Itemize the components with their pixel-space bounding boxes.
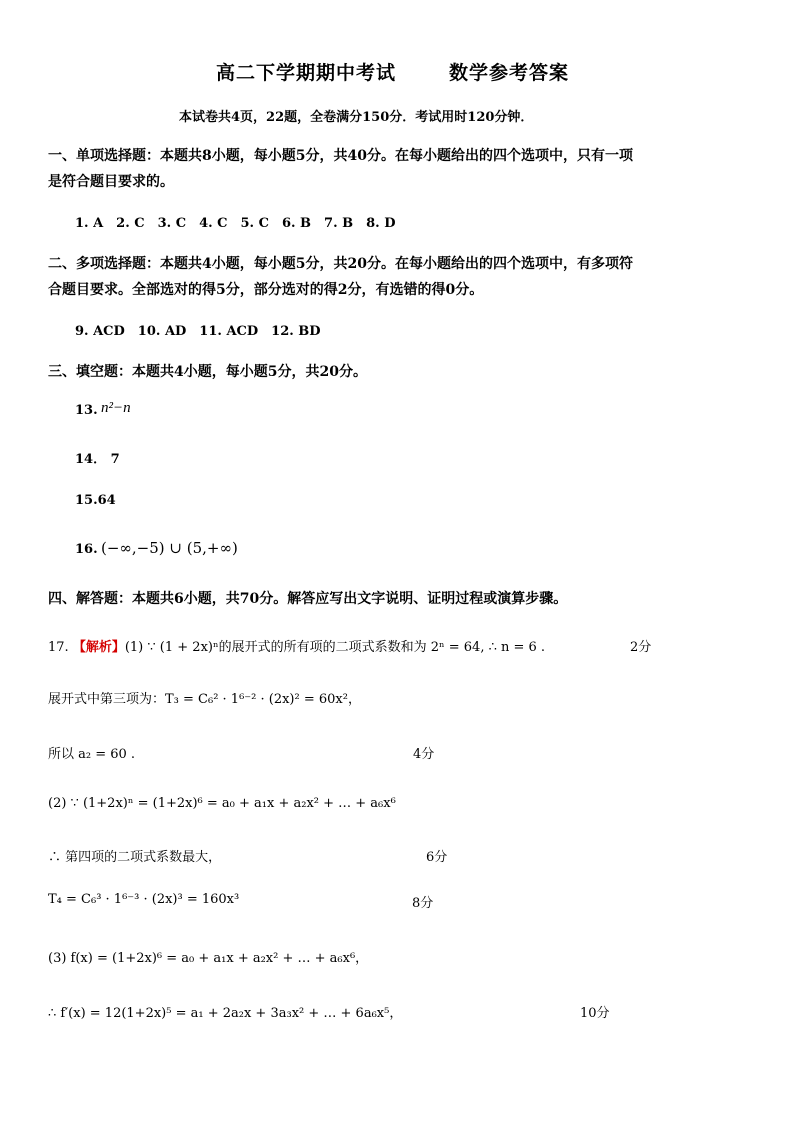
q17-line2: 展开式中第三项为：T₃ = C₆² · 1⁶⁻² · (2x)² = 60x²，	[48, 692, 361, 707]
q14-answer: 14． 7	[75, 452, 120, 467]
q16-answer: (−∞,−5) ∪ (5,+∞)	[101, 539, 238, 557]
q17-line4: (2) ∵ (1+2x)ⁿ = (1+2x)⁶ = a₀ + a₁x + a₂x² + … + a₆x⁶	[48, 796, 396, 811]
q13-answer: n²−n	[101, 400, 131, 416]
q17-number: 17.	[48, 640, 69, 655]
q17-line6: T₄ = C₆³ · 1⁶⁻³ · (2x)³ = 160x³	[48, 892, 240, 907]
page-title-left: 高二下学期期中考试	[216, 62, 397, 84]
q17-line5: ∴ 第四项的二项式系数最大，	[48, 850, 222, 865]
q17-tag: 【解析】	[72, 640, 125, 655]
q17-line5-score: 6分	[426, 850, 448, 865]
section3-heading: 三、填空题：本题共4小题，每小题5分，共20分。	[48, 364, 367, 380]
section1-heading-line2: 是符合题目要求的。	[48, 174, 174, 190]
page-subtitle: 本试卷共4页，22题，全卷满分150分．考试用时120分钟．	[179, 110, 534, 125]
q17-line1	[48, 636, 545, 655]
q17-line1-score: 2分	[630, 640, 652, 655]
q17-line8: ∴ f′(x) = 12(1+2x)⁵ = a₁ + 2a₂x + 3a₃x² + … + 6a₆x⁵，	[48, 1006, 403, 1021]
page-title-right: 数学参考答案	[449, 62, 570, 84]
q17-line3-score: 4分	[413, 747, 435, 762]
section2-answers: 9. ACD 10. AD 11. ACD 12. BD	[75, 324, 321, 339]
section4-heading: 四、解答题：本题共6小题，共70分。解答应写出文字说明、证明过程或演算步骤。	[48, 591, 568, 607]
section1-heading-line1: 一、单项选择题：本题共8小题，每小题5分，共40分。在每小题给出的四个选项中，只有一项	[48, 148, 633, 164]
section2-heading-line1: 二、多项选择题：本题共4小题，每小题5分，共20分。在每小题给出的四个选项中，有多项符	[48, 256, 633, 272]
q17-line7: (3) f(x) = (1+2x)⁶ = a₀ + a₁x + a₂x² + … + a₆x⁶，	[48, 951, 369, 966]
q17-line8-score: 10分	[580, 1006, 610, 1021]
q17-line3: 所以 a₂ = 60 .	[48, 747, 136, 762]
section2-heading-line2: 合题目要求。全部选对的得5分，部分选对的得2分，有选错的得0分。	[48, 282, 484, 298]
section1-answers: 1. A 2. C 3. C 4. C 5. C 6. B 7. B 8. D	[75, 216, 396, 231]
q16-label: 16.	[75, 542, 98, 557]
q17-line6-score: 8分	[412, 896, 434, 911]
q15-answer: 15.64	[75, 493, 116, 508]
q13-label: 13.	[75, 403, 98, 418]
q17-line1-text: (1) ∵ (1 + 2x)ⁿ的展开式的所有项的二项式系数和为 2ⁿ = 64, ∴ n = 6 .	[124, 640, 546, 655]
